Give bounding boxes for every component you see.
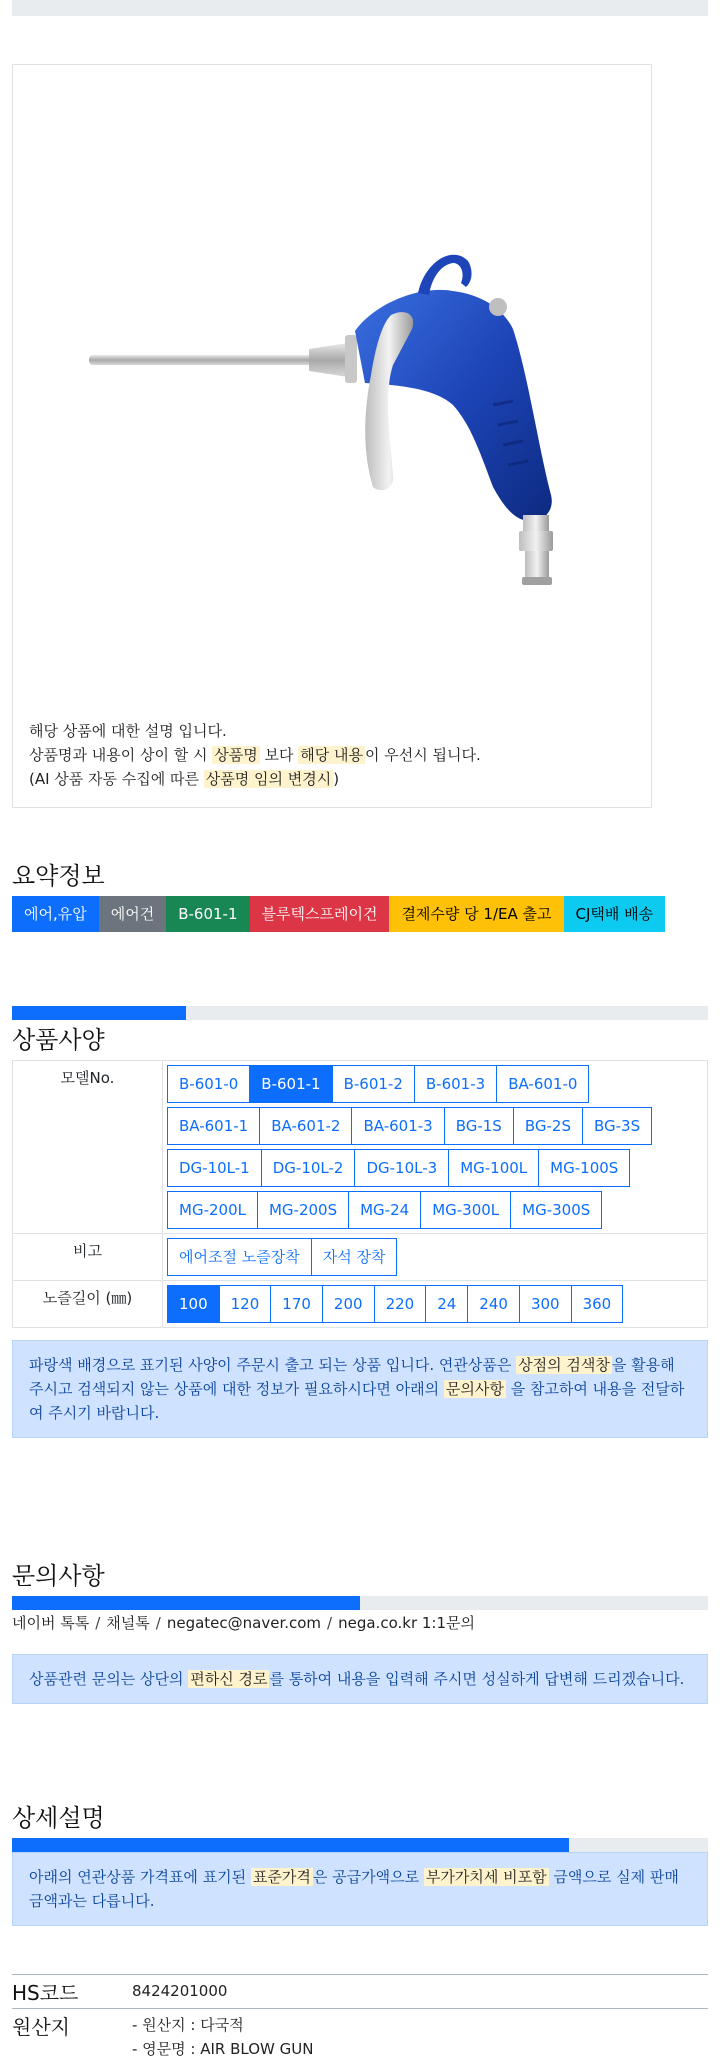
model-option-bg-2s[interactable]: BG-2S — [513, 1107, 583, 1145]
summary-title: 요약정보 — [12, 862, 105, 890]
info-text: 금액으로 실제 판매금액과는 다릅니다. — [29, 1868, 679, 1910]
notice-highlight-content: 해당 내용 — [300, 746, 363, 764]
top-bar — [12, 0, 708, 16]
notice-line-3 — [29, 767, 629, 791]
spec-row-model — [13, 1061, 708, 1234]
info-highlight-search: 상점의 검색창 — [518, 1356, 610, 1374]
hs-code-value: 8424201000 — [132, 1982, 228, 2000]
model-option-mg-100s[interactable]: MG-100S — [538, 1149, 630, 1187]
info-text: 을 참고하여 내용을 전달하여 주시기 바랍니다. — [29, 1380, 685, 1422]
origin-country: - 원산지 : 다국적 — [132, 2016, 244, 2034]
model-option-mg-300s[interactable]: MG-300S — [510, 1191, 602, 1229]
info-text: 을 활용해 주시고 검색되지 않는 상품에 대한 정보가 필요하시다면 아래의 — [29, 1356, 675, 1398]
model-option-ba-601-3[interactable]: BA-601-3 — [351, 1107, 444, 1145]
info-text: 은 공급가액으로 — [312, 1868, 424, 1886]
link-naver-talk[interactable]: 네이버 톡톡 — [12, 1614, 90, 1632]
notice-highlight-rename: 상품명 임의 변경시 — [205, 770, 332, 788]
badge-subcategory: 에어건 — [99, 896, 166, 932]
model-option-mg-200l[interactable]: MG-200L — [167, 1191, 258, 1229]
inquiry-info-box — [12, 1654, 708, 1704]
inquiry-progress-fill — [12, 1596, 360, 1610]
option-row — [167, 1065, 703, 1103]
separator: / — [155, 1614, 161, 1632]
spec-row-nozzle — [13, 1281, 708, 1328]
model-option-dg-10l-2[interactable]: DG-10L-2 — [261, 1149, 356, 1187]
summary-badges — [12, 896, 665, 932]
spec-progress-fill — [12, 1006, 186, 1020]
origin-label: 원산지 — [12, 2015, 70, 2039]
info-highlight-inquiry: 문의사항 — [445, 1380, 504, 1398]
model-label: 모델No. — [13, 1061, 163, 1234]
model-option-dg-10l-1[interactable]: DG-10L-1 — [167, 1149, 262, 1187]
detail-progress-fill — [12, 1838, 569, 1852]
model-option-ba-601-0[interactable]: BA-601-0 — [496, 1065, 589, 1103]
origin-values — [132, 2013, 313, 2056]
link-channel-talk[interactable]: 채널톡 — [106, 1614, 150, 1632]
link-website-inquiry[interactable]: nega.co.kr 1:1문의 — [338, 1614, 475, 1632]
nozzle-option-120[interactable]: 120 — [219, 1285, 272, 1323]
product-photo-air-blow-gun — [73, 225, 593, 625]
notice-text: (AI 상품 자동 수집에 따른 — [29, 770, 204, 788]
nozzle-options — [163, 1281, 708, 1328]
notice-text: ) — [333, 770, 340, 788]
badge-brand: 블루텍스프레이건 — [250, 896, 390, 932]
model-option-ba-601-2[interactable]: BA-601-2 — [259, 1107, 352, 1145]
notice-line-2 — [29, 743, 629, 767]
model-option-mg-24[interactable]: MG-24 — [348, 1191, 421, 1229]
model-option-mg-300l[interactable]: MG-300L — [420, 1191, 511, 1229]
separator: / — [327, 1614, 333, 1632]
model-option-b-601-1[interactable]: B-601-1 — [249, 1065, 332, 1103]
nozzle-option-220[interactable]: 220 — [374, 1285, 427, 1323]
nozzle-option-100[interactable]: 100 — [167, 1285, 220, 1323]
info-highlight-vat: 부가가치세 비포함 — [425, 1868, 547, 1886]
info-highlight-standard-price: 표준가격 — [252, 1868, 311, 1886]
spec-table — [12, 1060, 708, 1328]
spec-title: 상품사양 — [12, 1026, 105, 1054]
info-text: 를 통하여 내용을 입력해 주시면 성실하게 답변해 드리겠습니다. — [269, 1670, 685, 1688]
detail-progress-bar — [12, 1838, 708, 1852]
detail-info-box — [12, 1852, 708, 1926]
product-image-box — [12, 64, 652, 808]
model-option-b-601-0[interactable]: B-601-0 — [167, 1065, 250, 1103]
note-label: 비고 — [13, 1234, 163, 1281]
nozzle-option-360[interactable]: 360 — [571, 1285, 624, 1323]
model-option-bg-3s[interactable]: BG-3S — [582, 1107, 652, 1145]
nozzle-option-240[interactable]: 240 — [467, 1285, 520, 1323]
model-option-ba-601-1[interactable]: BA-601-1 — [167, 1107, 260, 1145]
model-option-b-601-3[interactable]: B-601-3 — [414, 1065, 497, 1103]
link-email[interactable]: negatec@naver.com — [166, 1614, 322, 1632]
notice-text: 보다 — [259, 746, 299, 764]
notice-line-1: 해당 상품에 대한 설명 입니다. — [29, 722, 227, 740]
note-options — [163, 1234, 708, 1281]
badge-order-unit: 결제수량 당 1/EA 출고 — [389, 896, 563, 932]
badge-category: 에어,유압 — [12, 896, 99, 932]
notice-text: 상품명과 내용이 상이 할 시 — [29, 746, 213, 764]
nozzle-option-300[interactable]: 300 — [519, 1285, 572, 1323]
badge-shipping: CJ택배 배송 — [564, 896, 666, 932]
spec-info-box — [12, 1340, 708, 1438]
option-row — [167, 1107, 703, 1145]
info-text: 파랑색 배경으로 표기된 사양이 주문시 출고 되는 상품 입니다. 연관상품은 — [29, 1356, 517, 1374]
model-options — [163, 1061, 708, 1234]
option-row — [167, 1238, 703, 1276]
badge-model: B-601-1 — [166, 896, 249, 932]
origin-english-name: - 영문명 : AIR BLOW GUN — [132, 2040, 314, 2056]
inquiry-progress-bar — [12, 1596, 708, 1610]
spec-row-note — [13, 1234, 708, 1281]
separator: / — [95, 1614, 101, 1632]
option-row — [167, 1285, 703, 1323]
hs-code-row — [12, 1974, 708, 2008]
spec-progress-bar — [12, 1006, 708, 1020]
info-text: 아래의 연관상품 가격표에 표기된 — [29, 1868, 251, 1886]
nozzle-label: 노즐길이 (㎜) — [13, 1281, 163, 1328]
contact-links — [12, 1612, 475, 1633]
model-option-bg-1s[interactable]: BG-1S — [444, 1107, 514, 1145]
option-row — [167, 1149, 703, 1187]
notice-text: 이 우선시 됩니다. — [364, 746, 481, 764]
option-row — [167, 1191, 703, 1229]
notice-highlight-product-name: 상품명 — [214, 746, 258, 764]
model-option-dg-10l-3[interactable]: DG-10L-3 — [354, 1149, 449, 1187]
detail-title: 상세설명 — [12, 1804, 105, 1832]
info-text: 상품관련 문의는 상단의 — [29, 1670, 189, 1688]
info-highlight-route: 편하신 경로 — [190, 1670, 268, 1688]
model-option-mg-100l[interactable]: MG-100L — [448, 1149, 539, 1187]
nozzle-option-200[interactable]: 200 — [322, 1285, 375, 1323]
nozzle-option-170[interactable]: 170 — [270, 1285, 323, 1323]
note-option-magnet[interactable]: 자석 장착 — [311, 1238, 398, 1276]
model-option-mg-200s[interactable]: MG-200S — [257, 1191, 349, 1229]
hs-code-label: HS코드 — [12, 1981, 79, 2005]
inquiry-title: 문의사항 — [12, 1562, 105, 1590]
nozzle-option-24[interactable]: 24 — [425, 1285, 468, 1323]
product-notice — [29, 719, 629, 791]
note-option-air-nozzle[interactable]: 에어조절 노즐장착 — [167, 1238, 312, 1276]
origin-row — [12, 2008, 708, 2056]
model-option-b-601-2[interactable]: B-601-2 — [332, 1065, 415, 1103]
